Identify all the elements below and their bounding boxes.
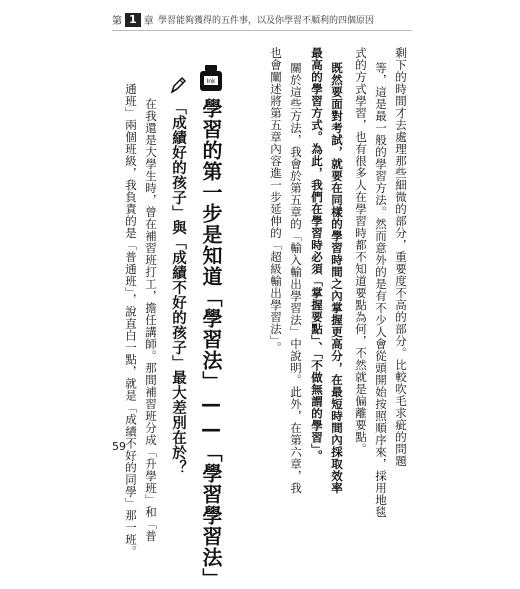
emphasis-line-2: 最高的學習方式。為此，我們在學習時必須「掌握要點」、「不做無謂的學習」。 xyxy=(310,47,324,462)
page-number: 59 xyxy=(112,440,126,453)
running-header xyxy=(0,0,520,50)
ink-bottle-icon xyxy=(196,63,226,93)
body-line-1: 剩下的時間才去處理那些細微的部分，重要度不高的部分。比較吹毛求疵的問題 xyxy=(394,47,408,467)
running-title: 學習能夠獲得的五件事，以及你學習不順利的四個原因 xyxy=(158,16,375,26)
chapter-badge xyxy=(112,12,154,27)
chapter-number: 1 xyxy=(125,13,141,27)
chapter-prefix: 第 xyxy=(112,16,122,27)
body-line-6: 在我還是大學生時，曾在補習班打工，擔任講師。那間補習班分成「升學班」和「普 xyxy=(144,98,158,542)
body-line-4: 關於這些方法，我會於第五章的「輸入輸出學習法」中說明。此外，在第六章，我 xyxy=(289,62,303,494)
pencil-icon xyxy=(169,75,187,95)
chapter-suffix: 章 xyxy=(143,16,154,27)
ink-icon-label: Ink xyxy=(206,78,216,85)
body-line-3: 式的方式學習，也有很多人在學習時都不知道要點為何，不然就是偏離要點。 xyxy=(354,47,368,455)
section-title: 學習的第一步是知道「學習法」——「學習學習法」 xyxy=(199,98,223,589)
body-line-5: 也會闡述將第五章內容進一步延伸的「超級輸出學習法」。 xyxy=(269,47,283,354)
emphasis-line-1: 既然要面對考試，就要在同樣的學習時間之內掌握更高分，在最短時間內採取效率 xyxy=(330,62,344,494)
header-divider xyxy=(112,30,412,31)
body-line-7: 通班」兩個班級，我負責的是「普通班」，說直白一點，就是「成績不好的同學」那一班。 xyxy=(124,83,138,558)
body-line-2: 等，這是最一般的學習方法。然而意外的是有不少人會從頭開始按照順序來，採用地毯 xyxy=(374,62,388,518)
subsection-title: 「成績好的孩子」與「成績不好的孩子」最大差別在於？ xyxy=(170,100,186,475)
